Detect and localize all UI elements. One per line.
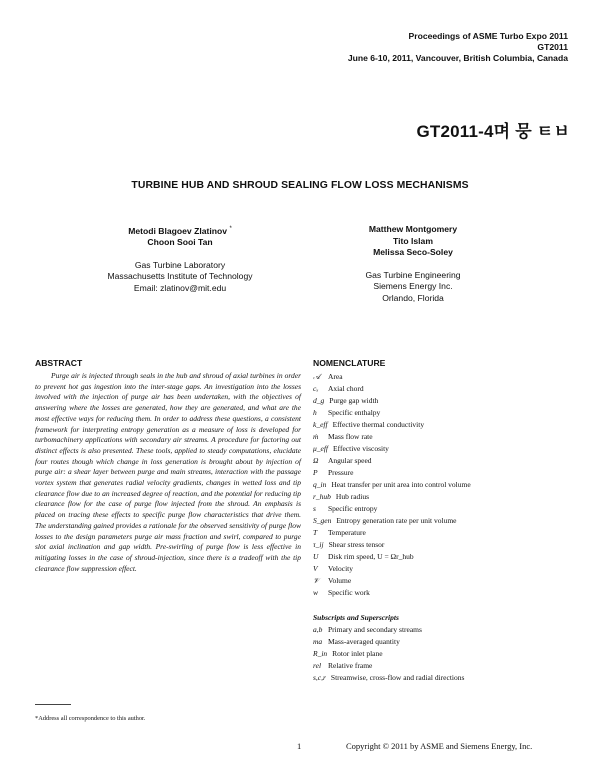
author-email: Email: zlatinov@mit.edu (133, 282, 227, 293)
nomenclature-item (313, 527, 578, 539)
nomenclature-symbol: R_in (313, 649, 328, 658)
nomenclature-description: Area (328, 372, 343, 381)
author-montgomery: Matthew Montgomery (368, 224, 458, 234)
affiliation-mit: Massachusetts Institute of Technology (107, 271, 253, 282)
page-number: 1 (297, 741, 302, 751)
copyright: Copyright © 2011 by ASME and Siemens Energy, Inc. (346, 741, 533, 751)
author-seco-soley: Melissa Seco-Soley (373, 247, 453, 257)
nomenclature-symbol: s (313, 504, 316, 513)
nomenclature-description: Velocity (328, 564, 353, 573)
nomenclature-symbol: S_gen (313, 516, 332, 525)
nomenclature-description: Streamwise, cross-flow and radial directions (330, 673, 465, 682)
nomenclature-symbol: h (313, 408, 317, 417)
paper-number: GT2011-4며 뭉 ㅌㅂ (416, 122, 570, 141)
nomenclature-symbol: k_eff (313, 420, 328, 429)
nomenclature-item (313, 455, 578, 467)
nomenclature-symbol: cₓ (313, 384, 319, 393)
corresponding-mark: * (229, 226, 232, 232)
nomenclature-item (313, 672, 578, 684)
nomenclature-description: Relative frame (328, 661, 373, 670)
subscripts-list (313, 624, 578, 684)
nomenclature-item (313, 383, 578, 395)
nomenclature-description: Purge gap width (329, 396, 379, 405)
nomenclature-description: Angular speed (328, 456, 372, 465)
author-name (60, 224, 300, 237)
nomenclature-item (313, 395, 578, 407)
nomenclature-item (313, 539, 578, 551)
nomenclature-description: Shear stress tensor (328, 540, 385, 549)
nomenclature-description: Mass-averaged quantity (328, 637, 400, 646)
nomenclature-symbol: r_hub (313, 492, 331, 501)
nomenclature-symbol: μ_eff (313, 444, 329, 453)
nomenclature-symbol: q_in (313, 480, 327, 489)
nomenclature-symbol: Ω (313, 456, 319, 465)
nomenclature-item (313, 467, 578, 479)
nomenclature-description: Effective viscosity (333, 444, 389, 453)
nomenclature-symbol: rel (313, 661, 322, 670)
nomenclature-symbol: s,c,r (313, 673, 326, 682)
nomenclature-symbol: τ_ij (313, 540, 324, 549)
nomenclature-description: Effective thermal conductivity (332, 420, 425, 429)
proceedings-header (348, 31, 568, 64)
affiliation-lab: Gas Turbine Laboratory (134, 259, 226, 270)
nomenclature-item (313, 419, 578, 431)
nomenclature-item (313, 479, 578, 491)
nomenclature-item (313, 624, 578, 636)
location: Orlando, Florida (382, 292, 444, 303)
author-zlatinov: Metodi Blagoev Zlatinov (128, 225, 228, 236)
nomenclature-symbol: 𝒱 (313, 576, 320, 585)
subscripts-heading: Subscripts and Superscripts (313, 613, 399, 622)
nomenclature-list (313, 371, 578, 599)
nomenclature-symbol: ma (313, 637, 323, 646)
nomenclature-item (313, 563, 578, 575)
author-islam: Tito Islam (393, 235, 433, 246)
nomenclature-symbol: V (313, 564, 318, 573)
affiliation-siemens: Siemens Energy Inc. (373, 281, 453, 291)
nomenclature-description: Hub radius (335, 492, 370, 501)
abstract-text: Purge air is injected through seals in the hub and shroud of axial turbines in order to prevent hot gas ingestion into the inter-stage gaps. An investigation into the losses involved with the injection of purge air has been undertaken, with the objectives of answering where the losses are generated, how they are generated, and what are the most effective ways for reducing them. In order to address these questions, a consistent framework for interpreting entropy generation as a measure of loss is developed for turbomachinery applications with secondary air streams. A procedure for factoring out distinct effects is also presented. These tools, applied to steady computations, elucidate four routes though which change in loss generation is brought about by injection of purge air: a shear layer between purge and main streams, interaction with the passage vortex system that generates radial velocity gradients, changes in wetted loss and tip clearance flow due to an increased degree of reaction, and the potential for reducing tip clearance flow for the case of purge flow injected from the shroud. An emphasis is placed on tracing these effects to specific purge flow characteristics that drive them. The understanding gained provides a rationale for the observed sensitivity of purge flow losses to the design parameters purge air mass fraction and swirl, compared to purge slot axial inclination and gap width. Pre-swirling of purge flow is less effective in mitigating losses in the case of shroud-injection, since there is a tradeoff with the tip clearance flow suppression effect. (35, 371, 301, 573)
nomenclature-item (313, 443, 578, 455)
nomenclature-description: Rotor inlet plane (332, 649, 383, 658)
nomenclature-symbol: w (313, 588, 319, 597)
nomenclature-description: Temperature (328, 528, 366, 537)
nomenclature-item (313, 431, 578, 443)
nomenclature-description: Specific work (328, 588, 370, 597)
nomenclature-symbol: P (313, 468, 318, 477)
nomenclature-description: Heat transfer per unit area into control volume (331, 480, 471, 489)
affiliation-gte: Gas Turbine Engineering (365, 269, 461, 280)
author-tan: Choon Sooi Tan (147, 237, 213, 248)
nomenclature-item (313, 587, 578, 599)
nomenclature-item (313, 515, 578, 527)
authors-left-block (60, 224, 300, 294)
nomenclature-item (313, 551, 578, 563)
nomenclature-description: Volume (328, 576, 352, 585)
nomenclature-description: Specific entropy (328, 504, 378, 513)
nomenclature-description: Mass flow rate (328, 432, 373, 441)
footnote-divider (35, 704, 71, 705)
nomenclature-description: Pressure (328, 468, 354, 477)
nomenclature-symbol: 𝒜 (313, 372, 321, 381)
conference-code: GT2011 (537, 42, 568, 52)
nomenclature-symbol: d_g (313, 396, 325, 405)
nomenclature-description: Specific enthalpy (328, 408, 381, 417)
nomenclature-heading: NOMENCLATURE (313, 358, 386, 368)
nomenclature-item (313, 648, 578, 660)
nomenclature-symbol: T (313, 528, 318, 537)
nomenclature-item (313, 660, 578, 672)
nomenclature-symbol: a,b (313, 625, 323, 634)
nomenclature-symbol: ṁ (313, 432, 319, 441)
nomenclature-description: Primary and secondary streams (328, 625, 422, 634)
nomenclature-description: Axial chord (328, 384, 364, 393)
nomenclature-symbol: U (313, 552, 319, 561)
nomenclature-item (313, 491, 578, 503)
paper-title: TURBINE HUB AND SHROUD SEALING FLOW LOSS MECHANISMS (131, 180, 469, 191)
nomenclature-item (313, 575, 578, 587)
nomenclature-description: Entropy generation rate per unit volume (336, 516, 457, 525)
nomenclature-item (313, 407, 578, 419)
footnote: *Address all correspondence to this author. (35, 715, 146, 722)
nomenclature-item (313, 503, 578, 515)
nomenclature-item (313, 371, 578, 383)
nomenclature-description: Disk rim speed, U = Ωr_hub (328, 552, 414, 561)
abstract-heading: ABSTRACT (35, 358, 83, 368)
nomenclature-item (313, 636, 578, 648)
dates-location: June 6-10, 2011, Vancouver, British Columbia, Canada (347, 53, 568, 63)
proceedings-title: Proceedings of ASME Turbo Expo 2011 (408, 31, 568, 41)
authors-right-block (300, 224, 526, 304)
